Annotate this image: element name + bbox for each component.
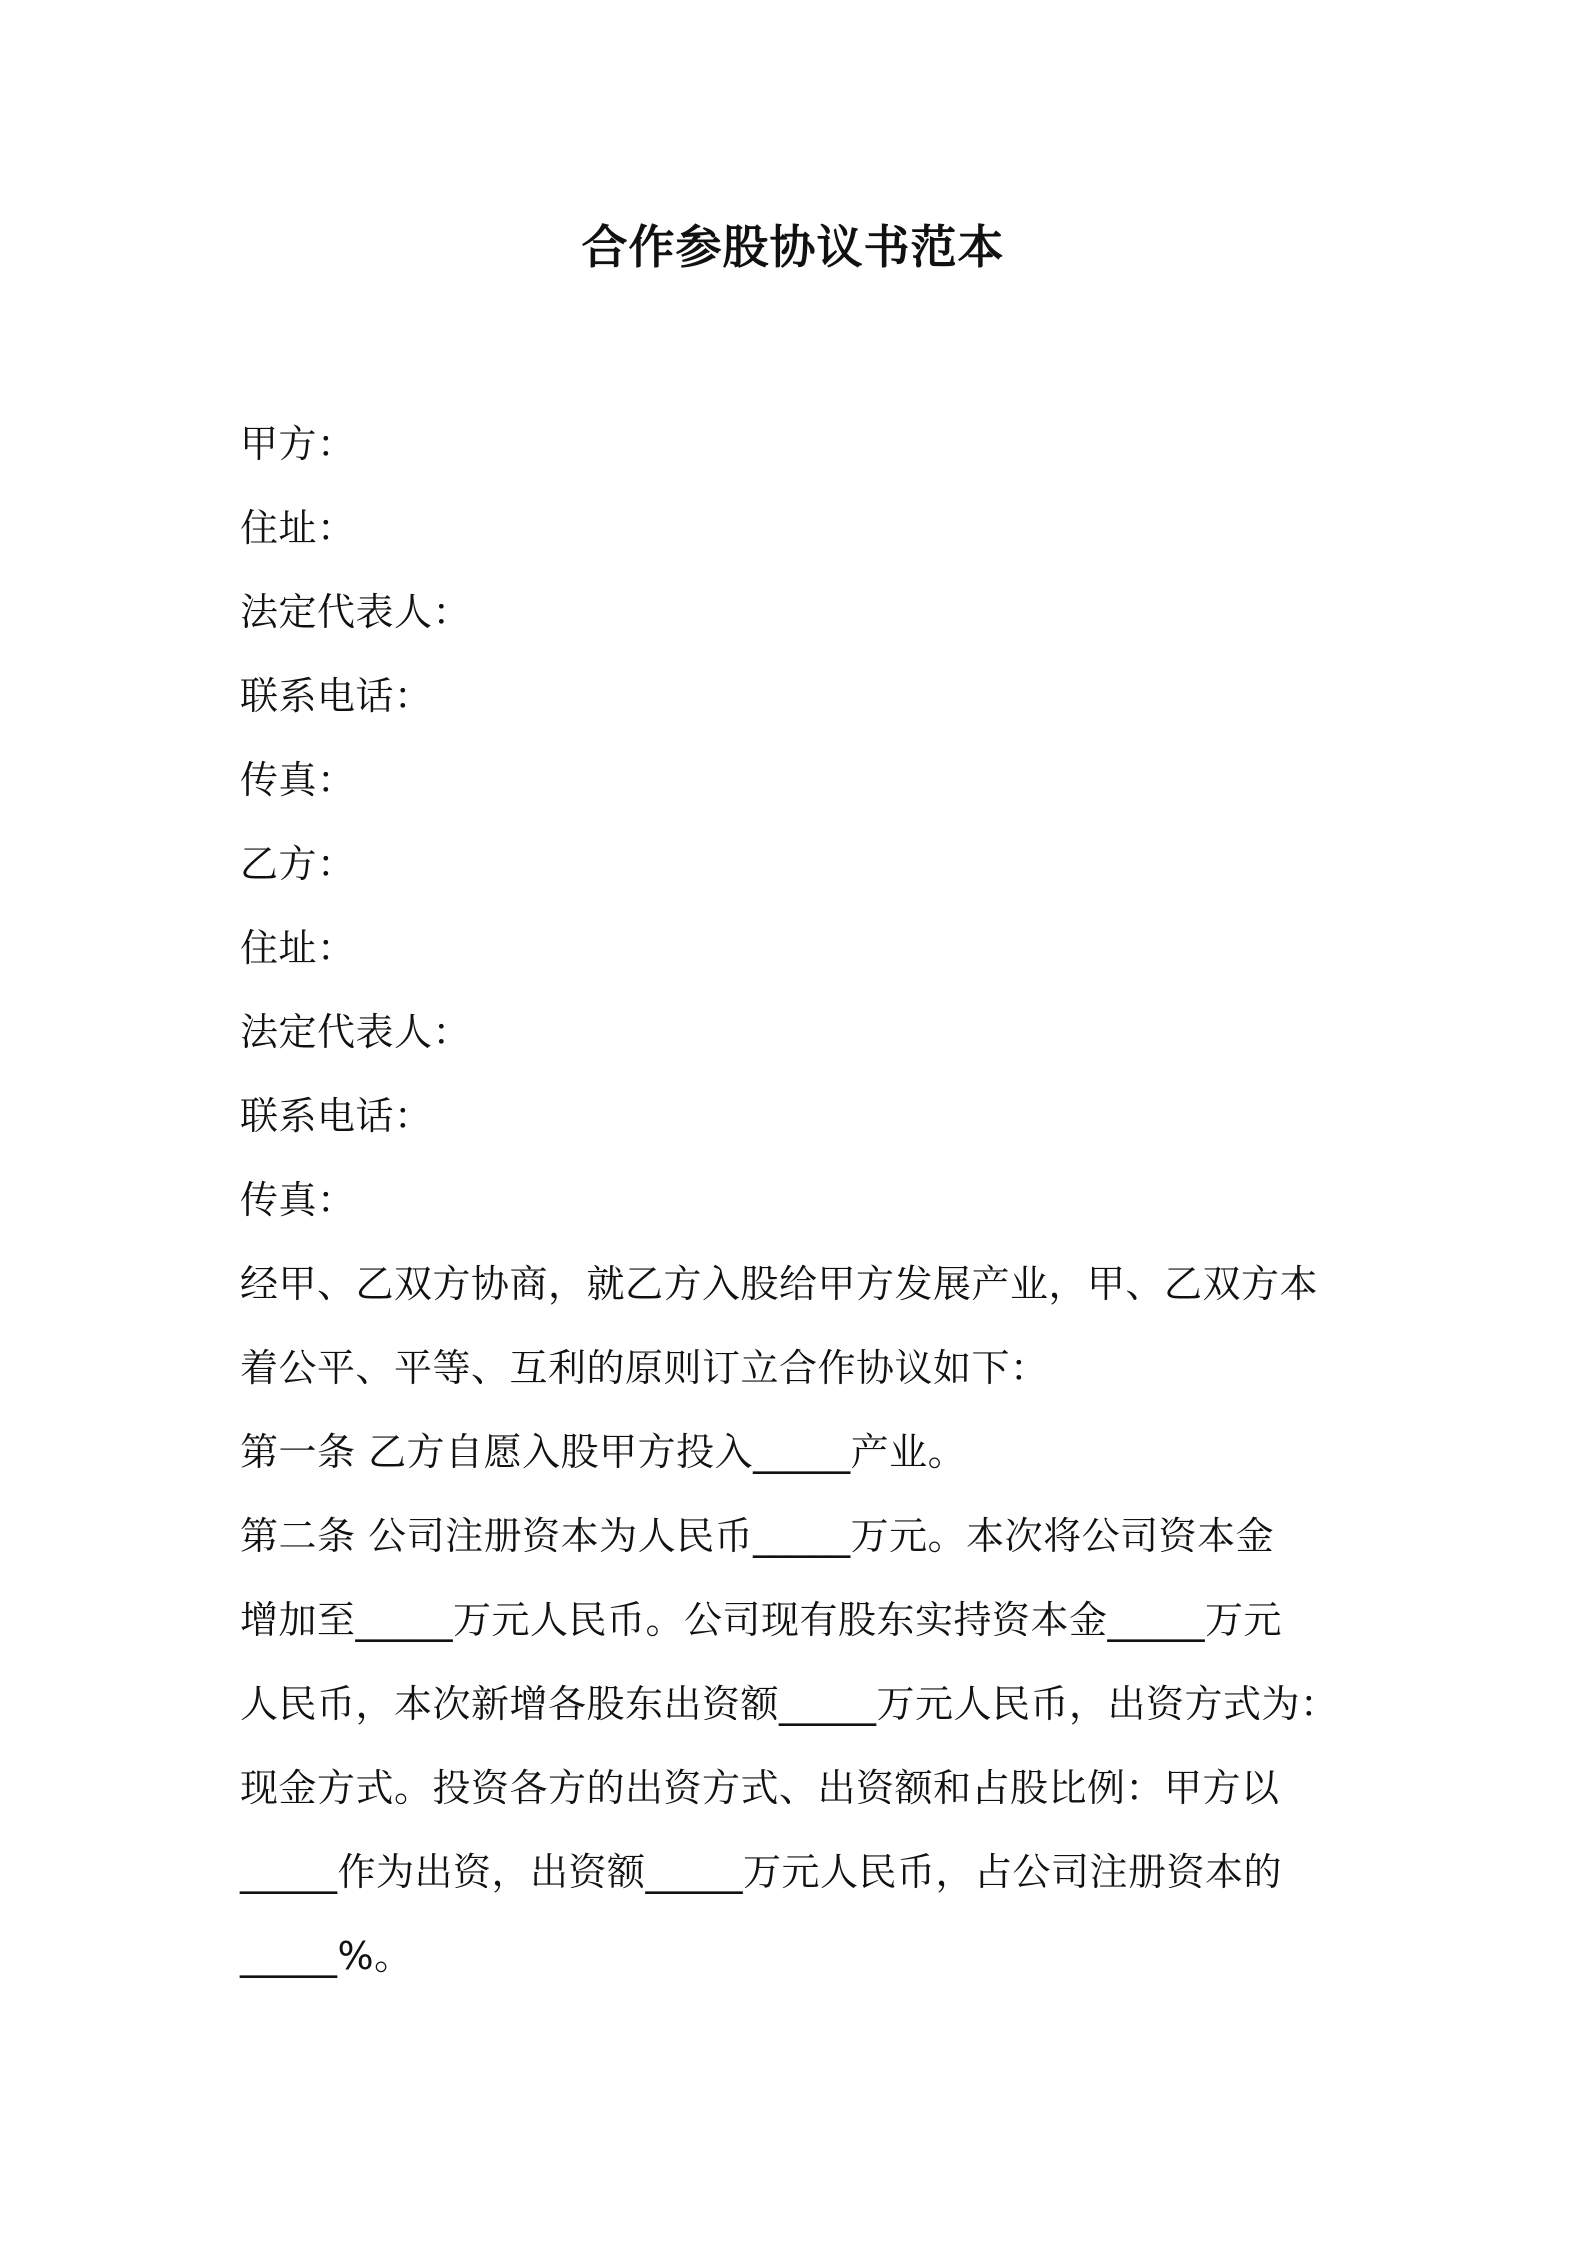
- article-2-line-1: 第二条 公司注册资本为人民币_____万元。本次将公司资本金: [240, 1514, 1275, 1558]
- party-a-address: 住址：: [240, 506, 356, 550]
- party-a-fax: 传真：: [240, 758, 356, 802]
- article-2-line-5: _____作为出资，出资额_____万元人民币，占公司注册资本的: [240, 1850, 1283, 1894]
- preamble-line-2: 着公平、平等、互利的原则订立合作协议如下：: [240, 1346, 1049, 1390]
- party-b-label: 乙方：: [240, 842, 356, 886]
- article-2-line-6: _____%。: [240, 1934, 413, 1978]
- party-b-fax: 传真：: [240, 1178, 356, 1222]
- party-b-phone: 联系电话：: [240, 1094, 433, 1138]
- party-a-legal-representative: 法定代表人：: [240, 590, 472, 634]
- article-2-line-4: 现金方式。投资各方的出资方式、出资额和占股比例：甲方以: [240, 1766, 1280, 1810]
- preamble-line-1: 经甲、乙双方协商，就乙方入股给甲方发展产业，甲、乙双方本: [240, 1262, 1319, 1306]
- article-1: 第一条 乙方自愿入股甲方投入_____产业。: [240, 1430, 967, 1474]
- party-b-address: 住址：: [240, 926, 356, 970]
- document-body: [240, 402, 1360, 1998]
- article-2-line-2: 增加至_____万元人民币。公司现有股东实持资本金_____万元: [240, 1598, 1283, 1642]
- document-title: 合作参股协议书范本: [581, 220, 1005, 274]
- party-a-label: 甲方：: [240, 422, 356, 466]
- party-a-phone: 联系电话：: [240, 674, 433, 718]
- article-2-line-3: 人民币，本次新增各股东出资额_____万元人民币，出资方式为：: [240, 1682, 1339, 1726]
- party-b-legal-representative: 法定代表人：: [240, 1010, 472, 1054]
